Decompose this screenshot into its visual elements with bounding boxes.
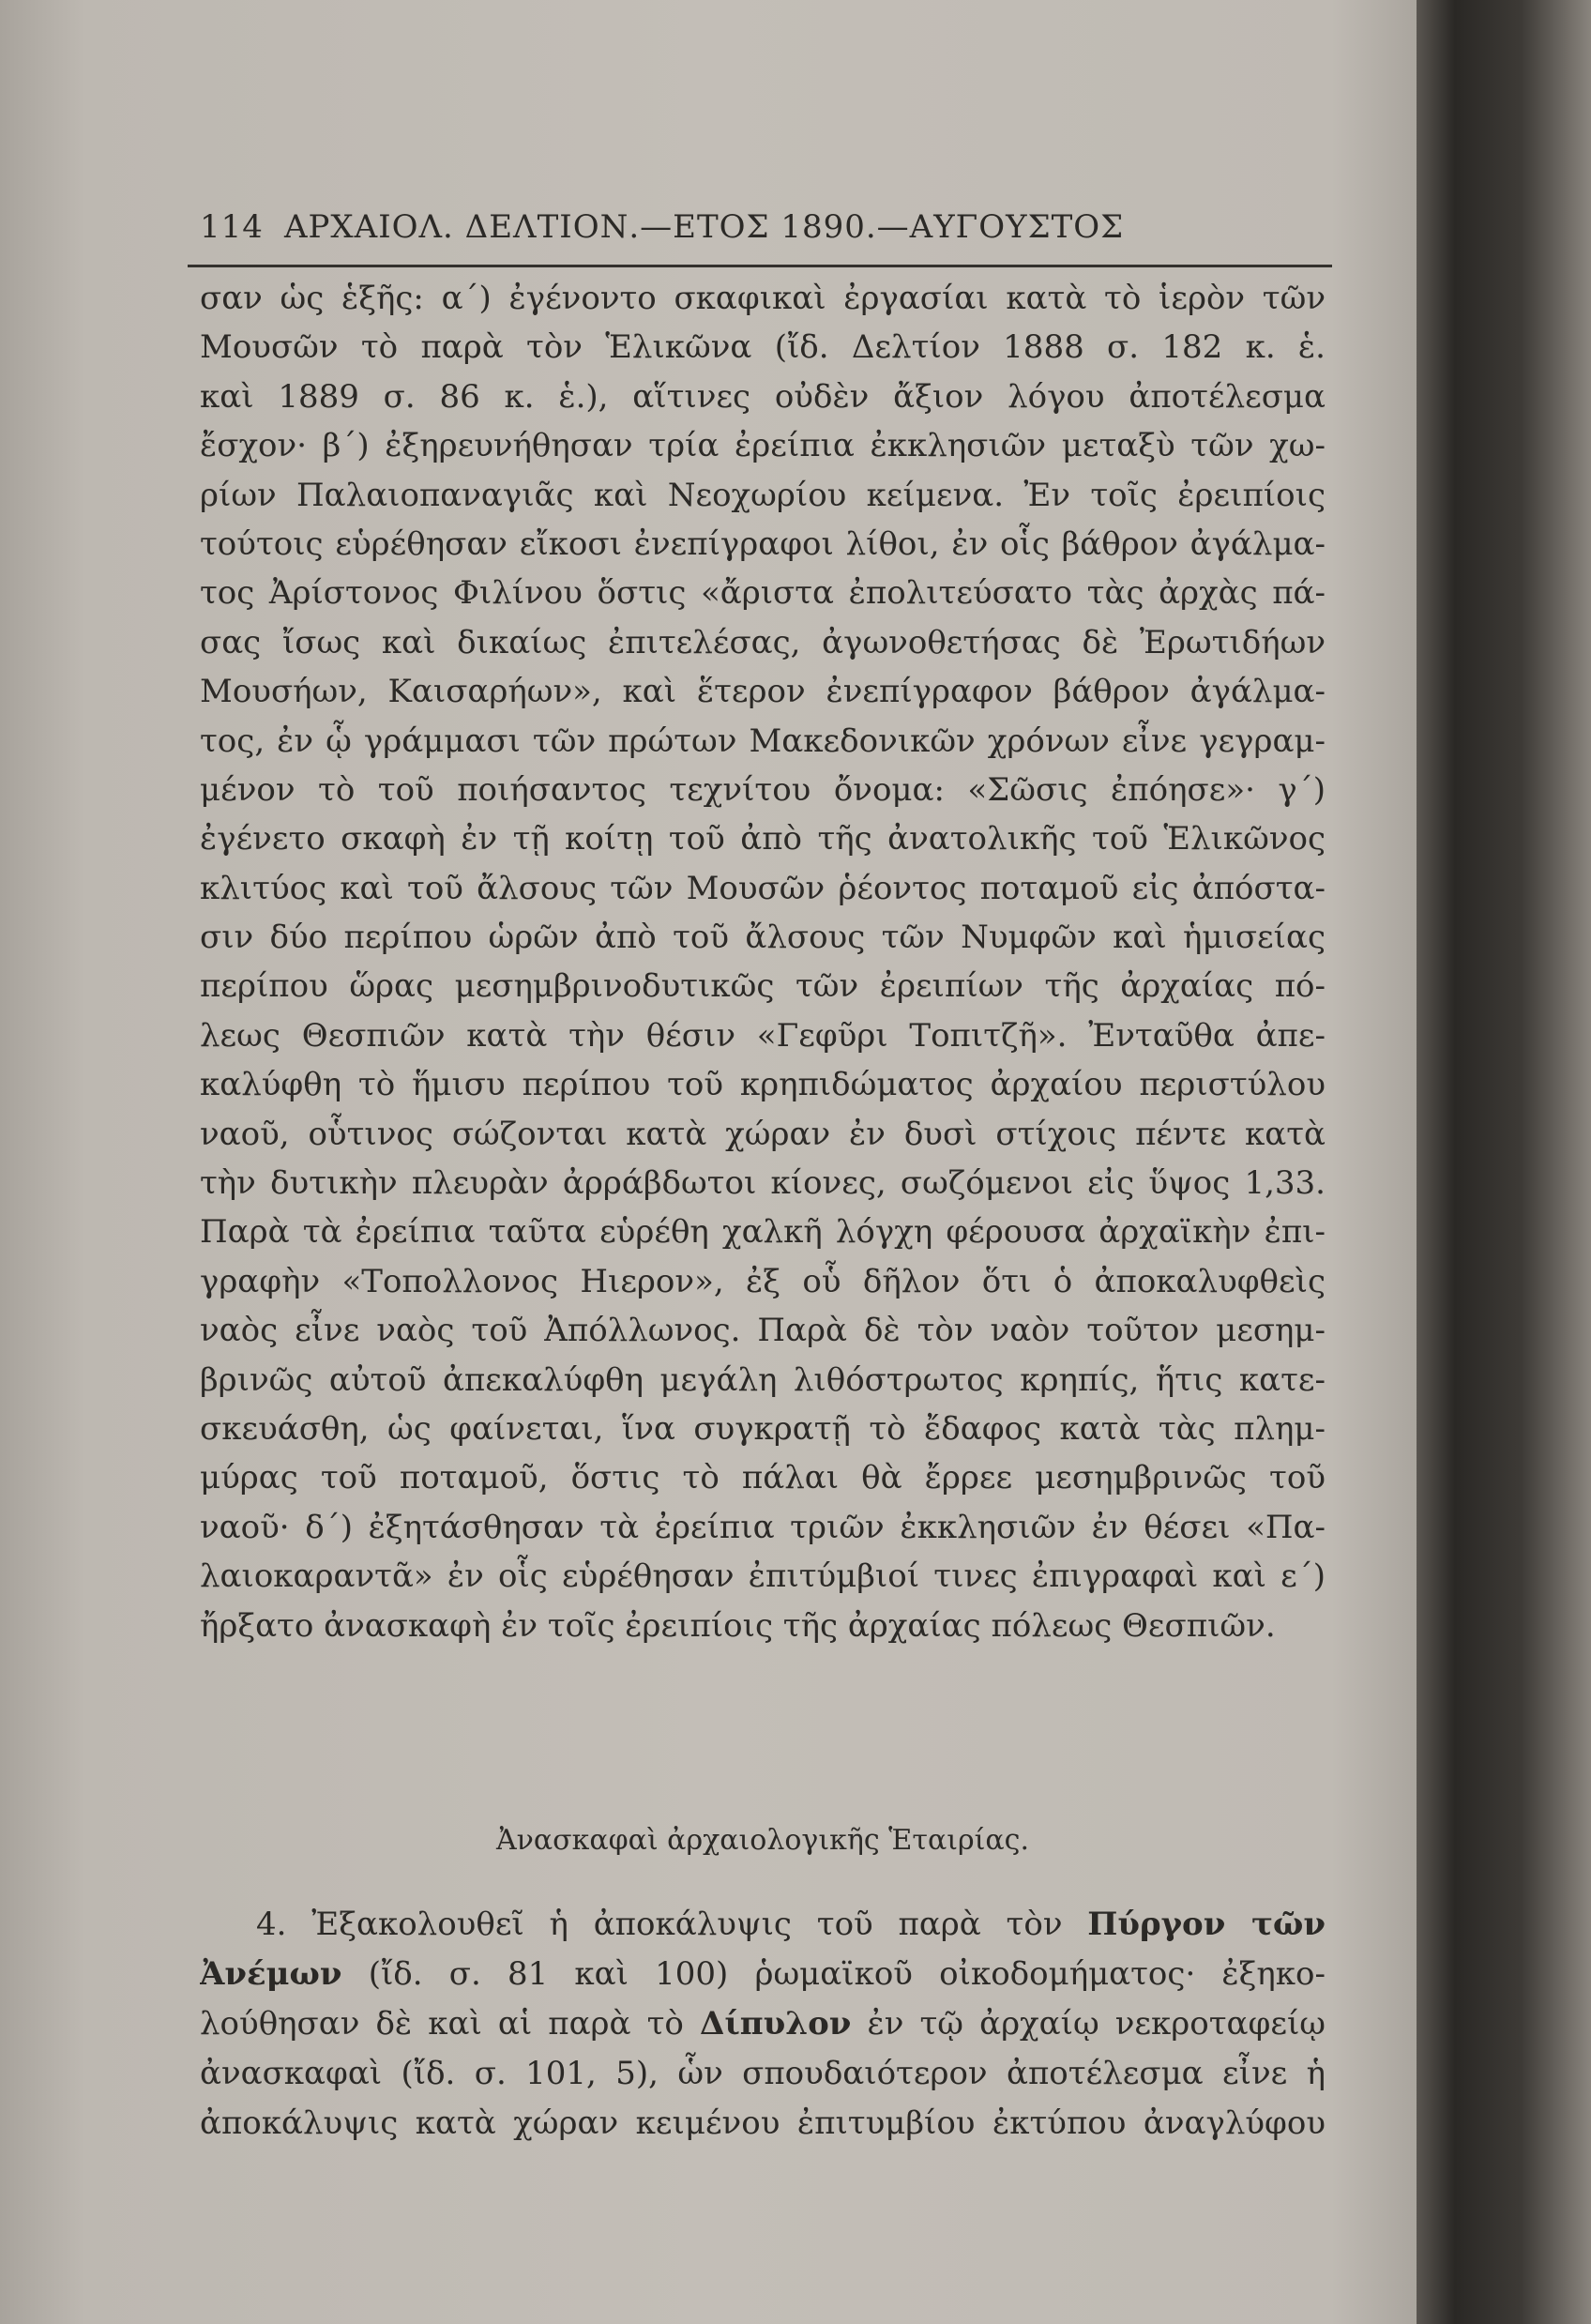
text-line: ναοῦ· δ΄) ἐξητάσθησαν τὰ ἐρείπια τριῶν ἐκκλησιῶν ἐν θέσει «Πα- [200, 1508, 1326, 1546]
text-line: σας ἴσως καὶ δικαίως ἐπιτελέσας, ἀγωνοθετήσας δὲ Ἐρωτιδήων [200, 623, 1326, 661]
text-line: ἤρξατο ἀνασκαφὴ ἐν τοῖς ἐρειπίοις τῆς ἀρχαίας πόλεως Θεσπιῶν. [200, 1606, 1276, 1645]
text-line: ἐγένετο σκαφὴ ἐν τῇ κοίτῃ τοῦ ἀπὸ τῆς ἀνατολικῆς τοῦ Ἑλικῶνος [200, 820, 1326, 858]
text-line: λαιοκαραντᾶ» ἐν οἷς εὑρέθησαν ἐπιτύμβιοί τινες ἐπιγραφαὶ καὶ ε΄) [200, 1557, 1326, 1596]
text-line: καὶ 1889 σ. 86 κ. ἑ.), αἵτινες οὐδὲν ἄξιον λόγου ἀποτέλεσμα [200, 377, 1326, 416]
text-line: Παρὰ τὰ ἐρείπια ταῦτα εὑρέθη χαλκῆ λόγχη φέρουσα ἀρχαϊκὴν ἐπι- [200, 1213, 1326, 1252]
place-name-bold: Πύργον τῶν [1087, 1906, 1326, 1943]
text-line: ρίων Παλαιοπαναγιᾶς καὶ Νεοχωρίου κείμενα. Ἐν τοῖς ἐρειπίοις [200, 476, 1326, 514]
text-span: ἐν τῷ ἀρχαίῳ νεκροταφείῳ [867, 2005, 1326, 2043]
text-line: Μουσῶν τὸ παρὰ τὸν Ἑλικῶνα (ἴδ. Δελτίον 1888 σ. 182 κ. ἑ. [200, 328, 1326, 367]
text-span: Ἐξακολουθεῖ ἡ ἀποκάλυψις τοῦ παρὰ τὸν [311, 1906, 1063, 1943]
text-line: ἔσχον· β΄) ἐξηρευνήθησαν τρία ἐρείπια ἐκκλησιῶν μεταξὺ τῶν χω- [200, 427, 1326, 465]
page-number: 114 [200, 208, 264, 246]
text-line [200, 1900, 1326, 1950]
text-line: ἀνασκαφαὶ (ἴδ. σ. 101, 5), ὧν σπουδαιότερον ἀποτέλεσμα εἶνε ἡ [200, 2055, 1326, 2092]
place-name-bold: Ἀνέμων [200, 1955, 342, 1993]
text-line: κλιτύος καὶ τοῦ ἄλσους τῶν Μουσῶν ῥέοντος ποταμοῦ εἰς ἀπόστα- [200, 869, 1326, 907]
text-line: περίπου ὥρας μεσημβρινοδυτικῶς τῶν ἐρειπίων τῆς ἀρχαίας πό- [200, 967, 1326, 1006]
text-line: ναὸς εἶνε ναὸς τοῦ Ἀπόλλωνος. Παρὰ δὲ τὸν ναὸν τοῦτον μεσημ- [200, 1312, 1326, 1350]
text-line: μένον τὸ τοῦ ποιήσαντος τεχνίτου ὄνομα: «Σῶσις ἐπόησε»· γ΄) [200, 770, 1326, 809]
running-header [200, 208, 1213, 259]
text-line [200, 1950, 1326, 1999]
paragraph-2 [200, 1900, 1326, 2149]
text-span: (ἴδ. σ. 81 καὶ 100) ῥωμαϊκοῦ οἰκοδομήματος· ἐξηκο- [368, 1955, 1326, 1993]
text-line: βρινῶς αὐτοῦ ἀπεκαλύφθη μεγάλη λιθόστρωτος κρηπίς, ἥτις κατε- [200, 1360, 1326, 1399]
paragraph-number: 4. [256, 1906, 287, 1943]
text-line: τὴν δυτικὴν πλευρὰν ἀρράβδωτοι κίονες, σωζόμενοι εἰς ὕψος 1,33. [200, 1164, 1326, 1203]
text-line: τος Ἀρίστονος Φιλίνου ὅστις «ἄριστα ἐπολιτεύσατο τὰς ἀρχὰς πά- [200, 574, 1326, 613]
source-attribution: Ἀνασκαφαὶ ἀρχαιολογικῆς Ἑταιρίας. [495, 1824, 1030, 1857]
text-span: λούθησαν δὲ καὶ αἱ παρὰ τὸ [200, 2005, 684, 2043]
text-line: σκευάσθη, ὡς φαίνεται, ἵνα συγκρατῇ τὸ ἔδαφος κατὰ τὰς πλημ- [200, 1409, 1326, 1448]
text-line: σαν ὡς ἑξῆς: α΄) ἐγένοντο σκαφικαὶ ἐργασίαι κατὰ τὸ ἱερὸν τῶν [200, 280, 1326, 317]
text-line: λεως Θεσπιῶν κατὰ τὴν θέσιν «Γεφῦρι Τοπιτζῆ». Ἐνταῦθα ἀπε- [200, 1016, 1326, 1055]
text-line: τούτοις εὑρέθησαν εἴκοσι ἐνεπίγραφοι λίθοι, ἐν οἷς βάθρον ἀγάλμα- [200, 524, 1326, 563]
header-rule [188, 265, 1332, 267]
book-spine-shadow [1417, 0, 1591, 2324]
text-line: καλύφθη τὸ ἥμισυ περίπου τοῦ κρηπιδώματος ἀρχαίου περιστύλου [200, 1066, 1326, 1104]
text-line: ἀποκάλυψις κατὰ χώραν κειμένου ἐπιτυμβίου ἐκτύπου ἀναγλύφου [200, 2104, 1326, 2142]
paragraph-1 [200, 274, 1326, 1650]
text-line: ναοῦ, οὗτινος σώζονται κατὰ χώραν ἐν δυσὶ στίχοις πέντε κατὰ [200, 1115, 1326, 1153]
running-title: ΑΡΧΑΙΟΛ. ΔΕΛΤΙΟΝ.—ΕΤΟΣ 1890.—ΑΥΓΟΥΣΤΟΣ [284, 208, 1125, 246]
text-line: μύρας τοῦ ποταμοῦ, ὅστις τὸ πάλαι θὰ ἔρρεε μεσημβρινῶς τοῦ [200, 1459, 1326, 1497]
text-line [200, 1999, 1326, 2049]
text-line: τος, ἐν ᾧ γράμμασι τῶν πρώτων Μακεδονικῶν χρόνων εἶνε γεγραμ- [200, 722, 1326, 760]
text-line: Μουσήων, Καισαρήων», καὶ ἕτερον ἐνεπίγραφον βάθρον ἀγάλμα- [200, 673, 1326, 711]
text-line: γραφὴν «Τοπολλονος Ηιερον», ἐξ οὗ δῆλον ὅτι ὁ ἀποκαλυφθεὶς [200, 1262, 1326, 1300]
text-line: σιν δύο περίπου ὡρῶν ἀπὸ τοῦ ἄλσους τῶν Νυμφῶν καὶ ἡμισείας [200, 919, 1326, 957]
place-name-bold: Δίπυλον [699, 2005, 852, 2043]
